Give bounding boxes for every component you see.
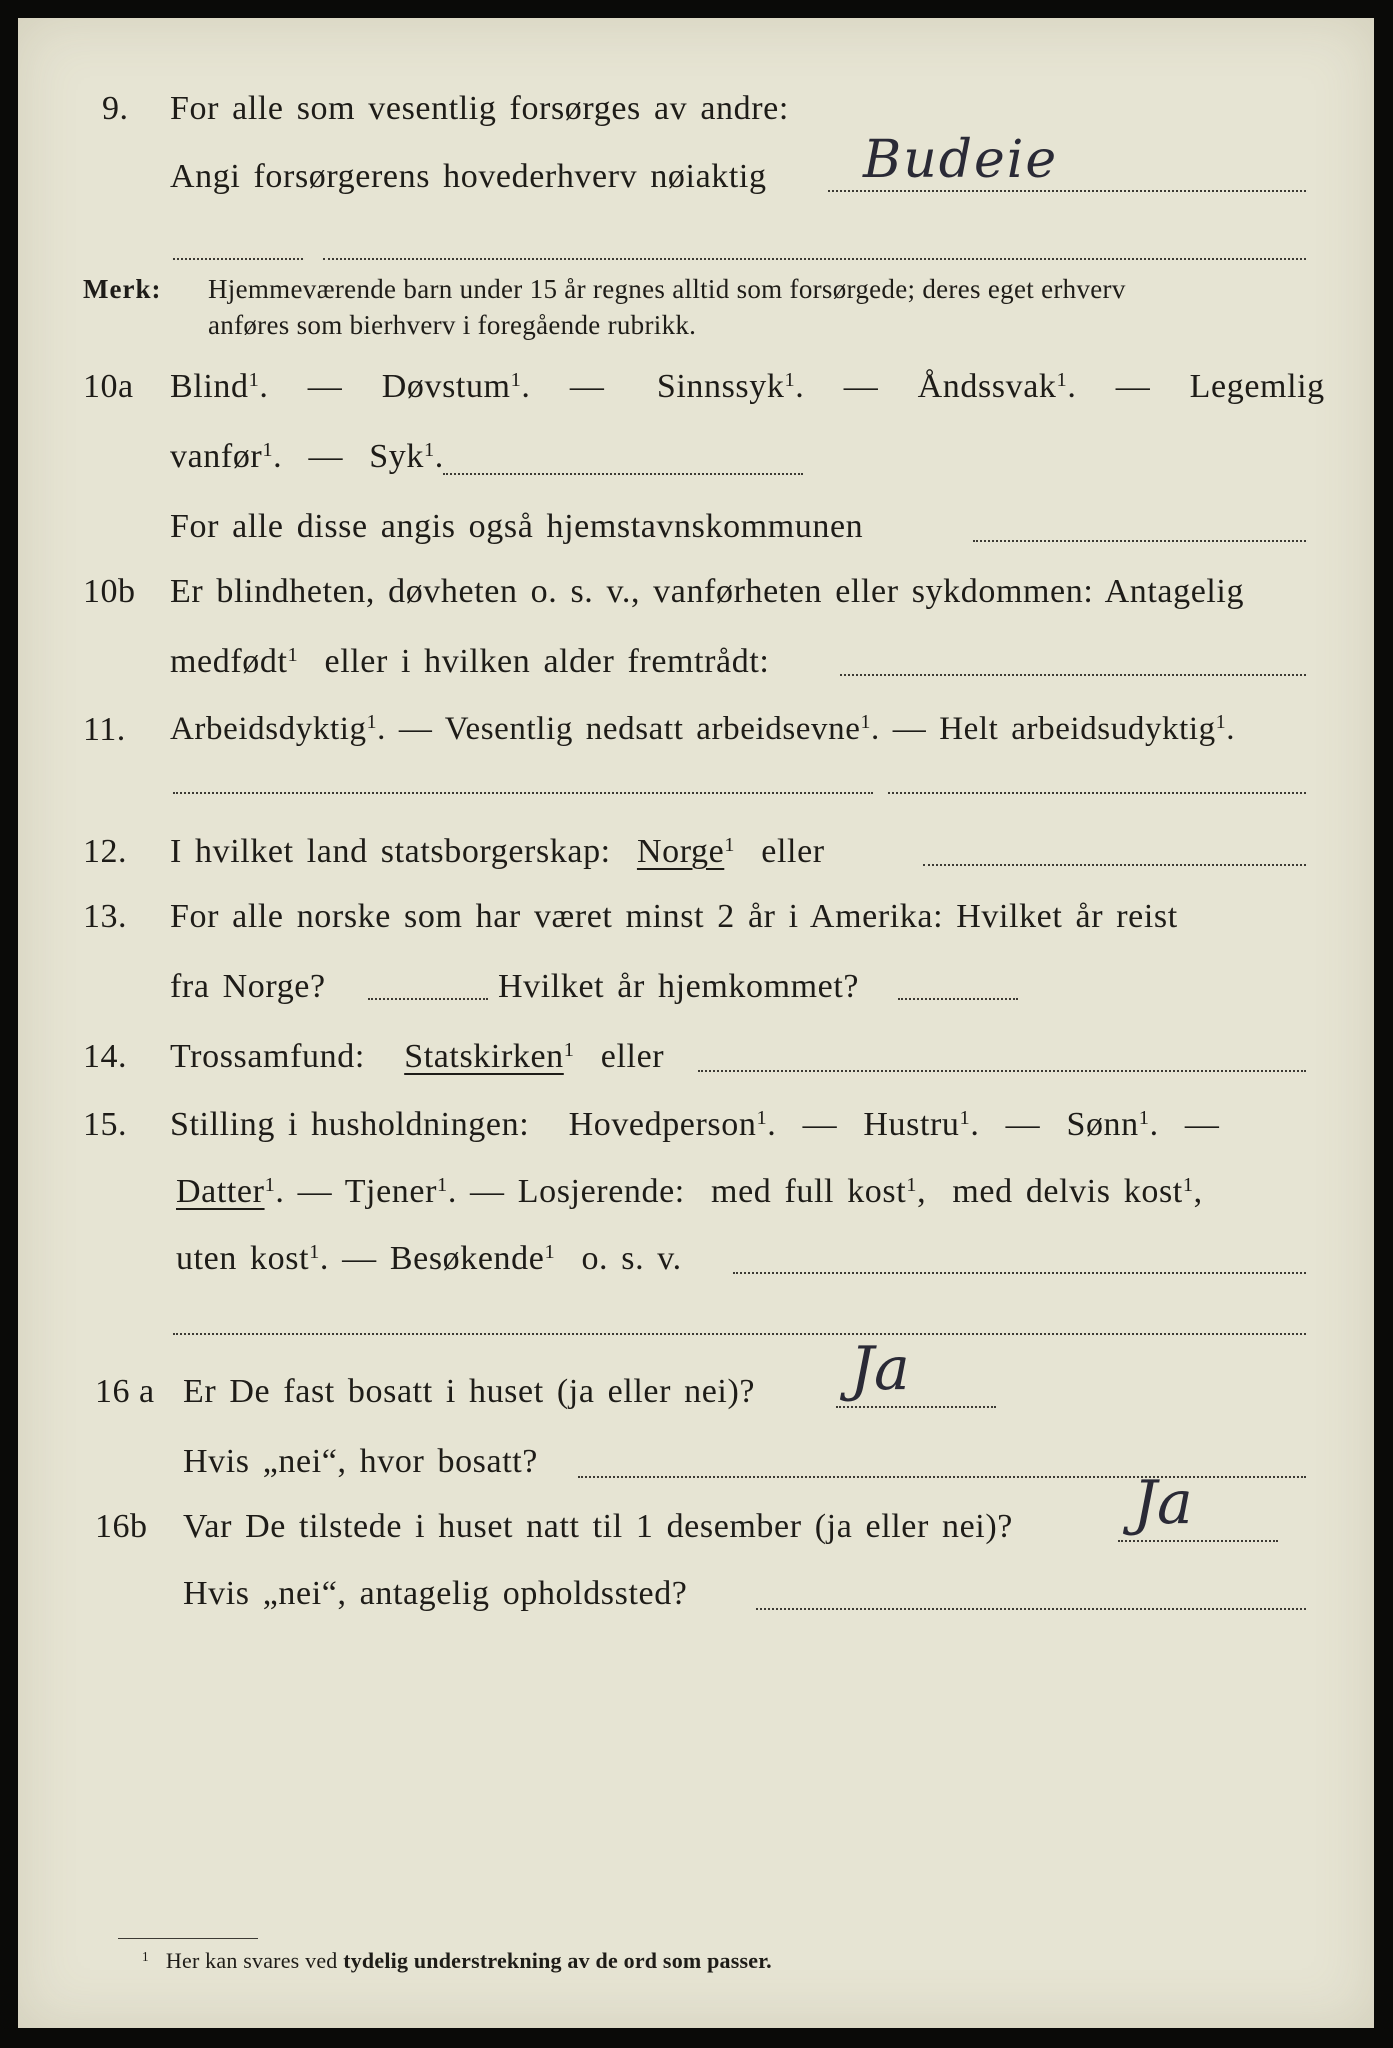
option-nedsatt: Vesentlig nedsatt arbeidsevne: [444, 711, 861, 747]
q10b-line1: Er blindheten, døvheten o. s. v., vanførheten eller sykdommen: Antagelig: [170, 573, 1245, 610]
q14-eller-line: [698, 1070, 1306, 1072]
option-uten-kost: uten kost: [176, 1240, 310, 1277]
q12-number: 12.: [83, 833, 127, 870]
option-delvis-kost: med delvis kost: [952, 1173, 1183, 1210]
q11-extra-line-a: [173, 792, 873, 794]
q13-fra-norge: fra Norge?: [170, 968, 326, 1005]
option-medfodt: medfødt: [170, 643, 288, 680]
q9-handwritten-answer: Budeie: [863, 130, 1059, 190]
q13-reist-line: [368, 998, 488, 1000]
q16b-answer-line: [1118, 1540, 1278, 1542]
q9-answer-line: [828, 190, 1306, 192]
q9-line2: Angi forsørgerens hovederhverv nøiaktig: [170, 158, 767, 195]
q11-extra-line-b: [888, 792, 1306, 794]
footnote-marker: 1: [142, 1948, 149, 1964]
q10a-line2: vanfør$^1$. — Syk$^1$.: [170, 438, 444, 475]
q10b-alder-line: [840, 674, 1306, 676]
option-norge-underlined: Norge: [636, 833, 725, 870]
option-syk: Syk: [369, 438, 424, 475]
q16b-handwritten-answer: Ja: [1133, 1468, 1193, 1538]
option-blind: Blind: [170, 368, 249, 405]
q15-number: 15.: [83, 1106, 127, 1143]
q12-land-line: [923, 864, 1306, 866]
q13-number: 13.: [83, 898, 127, 935]
census-form-page: [18, 18, 1374, 2028]
merk-label: Merk:: [83, 274, 162, 304]
q15-line2: Datter$^1$. — Tjener$^1$. — Losjerende: med full kost$^1$, med delvis kost$^1$,: [176, 1173, 1203, 1210]
q15-line1: Stilling i husholdningen: Hovedperson$^1$. — Hustru$^1$. — Sønn$^1$. —: [170, 1106, 1220, 1143]
q14-line: Trossamfund: Statskirken$^1$ eller: [170, 1038, 665, 1075]
q10a-hjemstavn-line: [973, 540, 1306, 542]
option-besokende: Besøkende: [389, 1240, 545, 1277]
option-sinnssyk: Sinnssyk: [656, 368, 785, 405]
merk-line2: anføres som bierhverv i foregående rubrikk.: [208, 310, 697, 340]
option-hovedperson: Hovedperson: [568, 1106, 757, 1143]
q10a-number: 10a: [83, 368, 134, 405]
q16a-line1: Er De fast bosatt i huset (ja eller nei)?: [183, 1373, 756, 1410]
option-hustru: Hustru: [863, 1106, 960, 1143]
q10a-syk-line: [443, 473, 803, 475]
q9-extra-line-b: [323, 258, 1306, 260]
option-vanfor: vanfør: [170, 438, 263, 475]
option-full-kost: med full kost: [711, 1173, 907, 1210]
q16a-line2: Hvis „nei“, hvor bosatt?: [183, 1443, 538, 1480]
q12-line: I hvilket land statsborgerskap: Norge$^1$ eller: [170, 833, 825, 870]
q15-line3: uten kost$^1$. — Besøkende$^1$ o. s. v.: [176, 1240, 682, 1277]
footnote-rule: [118, 1938, 258, 1939]
q11-line: Arbeidsdyktig$^1$. — Vesentlig nedsatt arbeidsevne$^1$. — Helt arbeidsudyktig$^1$.: [170, 711, 1236, 747]
q11-number: 11.: [83, 711, 126, 748]
option-dovstum: Døvstum: [381, 368, 511, 405]
option-datter-underlined: Datter: [176, 1173, 265, 1210]
q15-extra-line: [173, 1333, 1306, 1335]
q16b-line2: Hvis „nei“, antagelig opholdssted?: [183, 1575, 688, 1612]
q16b-number: 16b: [95, 1508, 148, 1545]
option-sonn: Sønn: [1066, 1106, 1139, 1143]
q10b-line2: medfødt$^1$ eller i hvilken alder fremtrådt:: [170, 643, 770, 680]
option-andssvak: Åndssvak: [917, 368, 1057, 405]
q16a-answer-line: [836, 1406, 996, 1408]
merk-line1: Hjemmeværende barn under 15 år regnes alltid som forsørgede; deres eget erhverv: [208, 274, 1126, 304]
q13-line1: For alle norske som har været minst 2 år i Amerika: Hvilket år reist: [170, 898, 1178, 935]
q16b-opholdssted-line: [756, 1608, 1306, 1610]
q13-hjem-line: [898, 998, 1018, 1000]
q16a-number: 16 a: [95, 1373, 155, 1410]
option-statskirken-underlined: Statskirken: [404, 1038, 564, 1075]
q10a-line1: Blind$^1$. — Døvstum$^1$. — Sinnssyk$^1$. — Åndssvak$^1$. — Legemlig: [170, 368, 1325, 405]
option-udyktig: Helt arbeidsudyktig: [939, 711, 1216, 747]
q16a-handwritten-answer: Ja: [850, 1334, 910, 1404]
q10a-line3: For alle disse angis også hjemstavnskommunen: [170, 508, 864, 545]
option-legemlig: Legemlig: [1189, 368, 1325, 405]
q15-osv-line: [733, 1272, 1306, 1274]
q9-number: 9.: [102, 90, 129, 127]
footnote: $^1$ Her kan svares ved tydelig understrekning av de ord som passer.: [142, 1948, 772, 1973]
q9-extra-line-a: [173, 258, 303, 260]
q13-hjemkommet: Hvilket år hjemkommet?: [498, 968, 860, 1005]
option-arbeidsdyktig: Arbeidsdyktig: [170, 711, 367, 747]
q16b-line1: Var De tilstede i huset natt til 1 desember (ja eller nei)?: [183, 1508, 1013, 1545]
q10b-number: 10b: [83, 573, 136, 610]
option-tjener: Tjener: [344, 1173, 438, 1210]
q16a-bosatt-line: [578, 1476, 1306, 1478]
q14-number: 14.: [83, 1038, 127, 1075]
q9-line1: For alle som vesentlig forsørges av andre:: [170, 90, 789, 127]
